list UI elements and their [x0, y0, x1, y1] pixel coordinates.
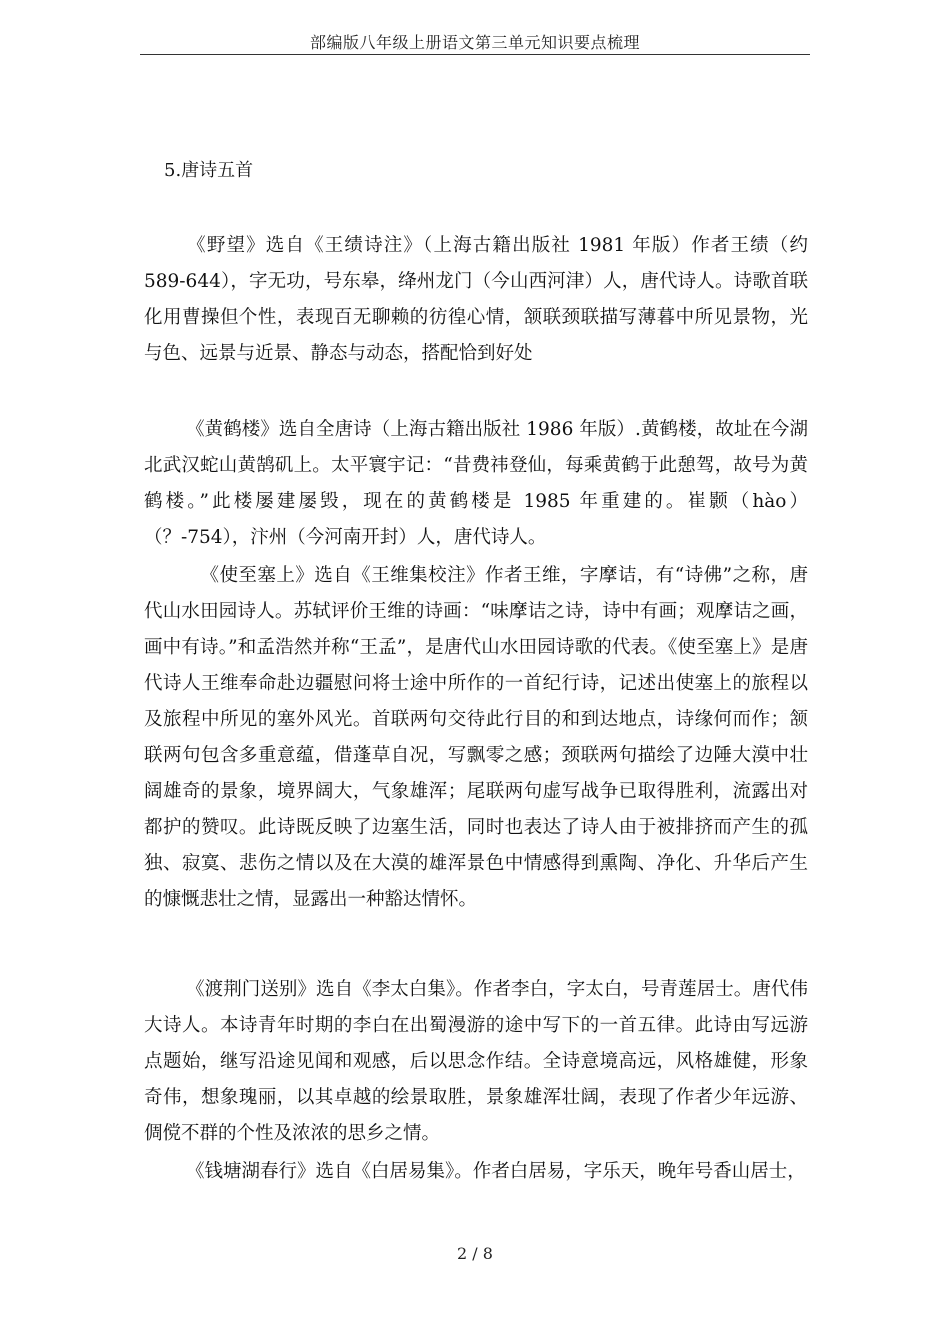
- header-divider: [140, 54, 810, 55]
- paragraph-shizhisaishang: [144, 558, 808, 918]
- page-number: 2 / 8: [457, 1244, 493, 1263]
- paragraph-text: 《黄鹤楼》选自全唐诗（上海古籍出版社 1986 年版）.黄鹤楼，故址在今湖北武汉蛇山黄鹄矶上。太平寰宇记：“昔费祎登仙，每乘黄鹤于此憩驾，故号为黄鹤楼。”此楼屡建屡毁，现在的黄鹤楼是 1985 年重建的。崔颢（hào）（？-754），汴州（今河南开封）人，唐代诗人。: [144, 419, 808, 548]
- header-title: 部编版八年级上册语文第三单元知识要点梳理: [309, 33, 640, 52]
- paragraph-text: 《钱塘湖春行》选自《白居易集》。作者白居易，字乐天，晚年号香山居士，: [186, 1161, 806, 1182]
- paragraph-text: 《使至塞上》选自《王维集校注》作者王维，字摩诘，有“诗佛”之称，唐代山水田园诗人。苏轼评价王维的诗画：“味摩诘之诗，诗中有画；观摩诘之画，画中有诗。”和孟浩然并称“王孟”，是唐代山水田园诗歌的代表。《使至塞上》是唐代诗人王维奉命赴边疆慰问将士途中所作的一首纪行诗，记述出使塞上的旅程以及旅程中所见的塞外风光。首联两句交待此行目的和到达地点，诗缘何而作；颔联两句包含多重意蕴，借蓬草自况，写飘零之感；颈联两句描绘了边陲大漠中壮阔雄奇的景象，境界阔大，气象雄浑；尾联两句虚写战争已取得胜利，流露出对都护的赞叹。此诗既反映了边塞生活，同时也表达了诗人由于被排挤而产生的孤独、寂寞、悲伤之情以及在大漠的雄浑景色中情感得到熏陶、净化、升华后产生的慷慨悲壮之情，显露出一种豁达情怀。: [144, 565, 808, 910]
- paragraph-text: 《渡荆门送别》选自《李太白集》。作者李白，字太白，号青莲居士。唐代伟大诗人。本诗青年时期的李白在出蜀漫游的途中写下的一首五律。此诗由写远游点题始，继写沿途见闻和观感，后以思念作结。全诗意境高远，风格雄健，形象奇伟，想象瑰丽，以其卓越的绘景取胜，景象雄浑壮阔，表现了作者少年远游、倜傥不群的个性及浓浓的思乡之情。: [144, 979, 808, 1144]
- paragraph-huanghelou: [144, 412, 808, 556]
- section-heading: 5.唐诗五首: [164, 160, 254, 181]
- paragraph-qiantanghu: [144, 1154, 808, 1190]
- paragraph-text: 《野望》选自《王绩诗注》（上海古籍出版社 1981 年版）作者王绩（约589-644），字无功，号东皋，绛州龙门（今山西河津）人，唐代诗人。诗歌首联化用曹操但个性，表现百无聊赖的彷徨心情，颔联颈联描写薄暮中所见景物，光与色、远景与近景、静态与动态，搭配恰到好处: [144, 235, 808, 364]
- paragraph-yewang: [144, 228, 808, 372]
- paragraph-dujingmen: [144, 972, 808, 1152]
